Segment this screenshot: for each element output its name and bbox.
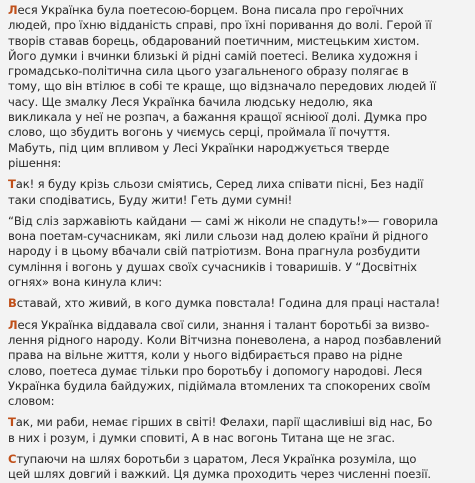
drop-capital: С — [8, 452, 17, 467]
text-segment: слово, що збудить вогонь у чиємусь серці, проймала її почуття. — [8, 125, 391, 140]
text-segment: еся Українка була поетесою-борцем. Вона писала про героїчних — [17, 3, 404, 17]
text-segment: часу. Ще змалку Леся Українка бачила людську недолю, яка — [8, 94, 373, 109]
text-line — [8, 214, 468, 229]
text-line — [8, 64, 468, 79]
text-line — [8, 379, 468, 394]
text-segment: людей, про їхню відданість справі, про їхні поривання до волі. Герой її — [8, 18, 432, 33]
text-segment: Мабуть, під цим впливом у Лесі Українки народжується тверде — [8, 140, 390, 155]
text-segment: огнях» вона кинула клич: — [8, 275, 162, 290]
drop-capital: Л — [8, 317, 18, 332]
drop-capital: Л — [8, 3, 18, 17]
drop-capital: В — [8, 296, 17, 311]
text-line — [8, 177, 468, 192]
text-line — [8, 125, 468, 140]
text-segment: в них і розум, і думки сповиті, А в нас вогонь Титана ще не згас. — [8, 430, 395, 445]
text-line — [8, 229, 468, 244]
paragraph — [8, 214, 468, 290]
text-segment: викликала у неї не розпач, а бажання кращої ясніюої долі. Думка про — [8, 110, 427, 125]
text-line — [8, 18, 468, 33]
text-line — [8, 156, 468, 171]
text-segment: цей шлях довгий і важкий. Ця думка проходить через численні поезії. — [8, 467, 431, 482]
text-segment: сумління і вогонь у душах своїх сучасників і товаришів. У “Досвітніх — [8, 259, 417, 274]
drop-capital: Т — [8, 415, 16, 430]
paragraph — [8, 415, 468, 446]
text-line — [8, 296, 468, 311]
text-line — [8, 34, 468, 49]
text-line — [8, 79, 468, 94]
text-segment: народу і в цьому вбачали свій патріотизм. Вона прагнула розбудити — [8, 244, 421, 259]
text-segment: словом: — [8, 394, 55, 409]
paragraph — [8, 318, 468, 410]
text-line — [8, 141, 468, 156]
text-line — [8, 333, 468, 348]
text-line — [8, 394, 468, 409]
text-segment: ак! я буду крізь сльози сміятись, Серед лиха співати пісні, Без надії — [15, 177, 424, 192]
text-segment: “Від сліз заржавіють кайдани — самі ж ніколи не спадуть!»— говорила — [8, 213, 439, 228]
paragraph — [8, 296, 468, 311]
text-line — [8, 275, 468, 290]
text-segment: громадсько-політична сила цього узагальненого образу полягає в — [8, 64, 409, 79]
drop-capital: Т — [8, 177, 16, 192]
text-segment: тому, що він втілює в собі те краще, що відзначало передових людей її — [8, 79, 436, 94]
text-line — [8, 260, 468, 275]
text-line — [8, 452, 468, 467]
paragraph — [8, 452, 468, 483]
text-segment: еся Українка віддавала свої сили, знання і талант боротьбі за визво- — [17, 317, 430, 332]
text-line — [8, 318, 468, 333]
text-segment: Українка будила байдужих, підіймала втомлених та спокорених своїм — [8, 378, 431, 393]
text-line — [8, 467, 468, 482]
text-segment: таки сподіватись, Буду жити! Геть думи сумні! — [8, 192, 293, 207]
text-line — [8, 3, 468, 18]
paragraph — [8, 3, 468, 171]
text-segment: лення рідного народу. Коли Вітчизна поневолена, а народ позбавлений — [8, 332, 442, 347]
text-line — [8, 431, 468, 446]
paragraph — [8, 177, 468, 208]
text-line — [8, 49, 468, 64]
text-line — [8, 415, 468, 430]
text-line — [8, 193, 468, 208]
text-line — [8, 364, 468, 379]
text-segment: слово, поетеса думає тільки про боротьбу і допомогу народові. Леся — [8, 363, 423, 378]
text-line — [8, 244, 468, 259]
text-line — [8, 110, 468, 125]
text-segment: права на вільне життя, коли у нього відбирається право на рідне — [8, 348, 403, 363]
text-segment: ак, ми раби, немає гірших в світі! Фелахи, парії щасливіші від нас, Бо — [15, 415, 433, 430]
text-segment: ставай, хто живий, в кого думка повстала! Година для праці настала! — [16, 296, 440, 311]
text-segment: творів ставав борець, обдарований поетичним, мистецьким хистом. — [8, 33, 420, 48]
text-line — [8, 95, 468, 110]
text-segment: рішення: — [8, 155, 62, 170]
text-segment: тупаючи на шлях боротьби з царатом, Леся Українка розуміла, що — [16, 452, 417, 467]
text-segment: вона поетам-сучасникам, які лили сльози над долею країни й рідного — [8, 229, 429, 244]
text-segment: Його думки і вчинки близькі й рідні самій поетесі. Велика художня і — [8, 48, 418, 63]
text-line — [8, 348, 468, 363]
